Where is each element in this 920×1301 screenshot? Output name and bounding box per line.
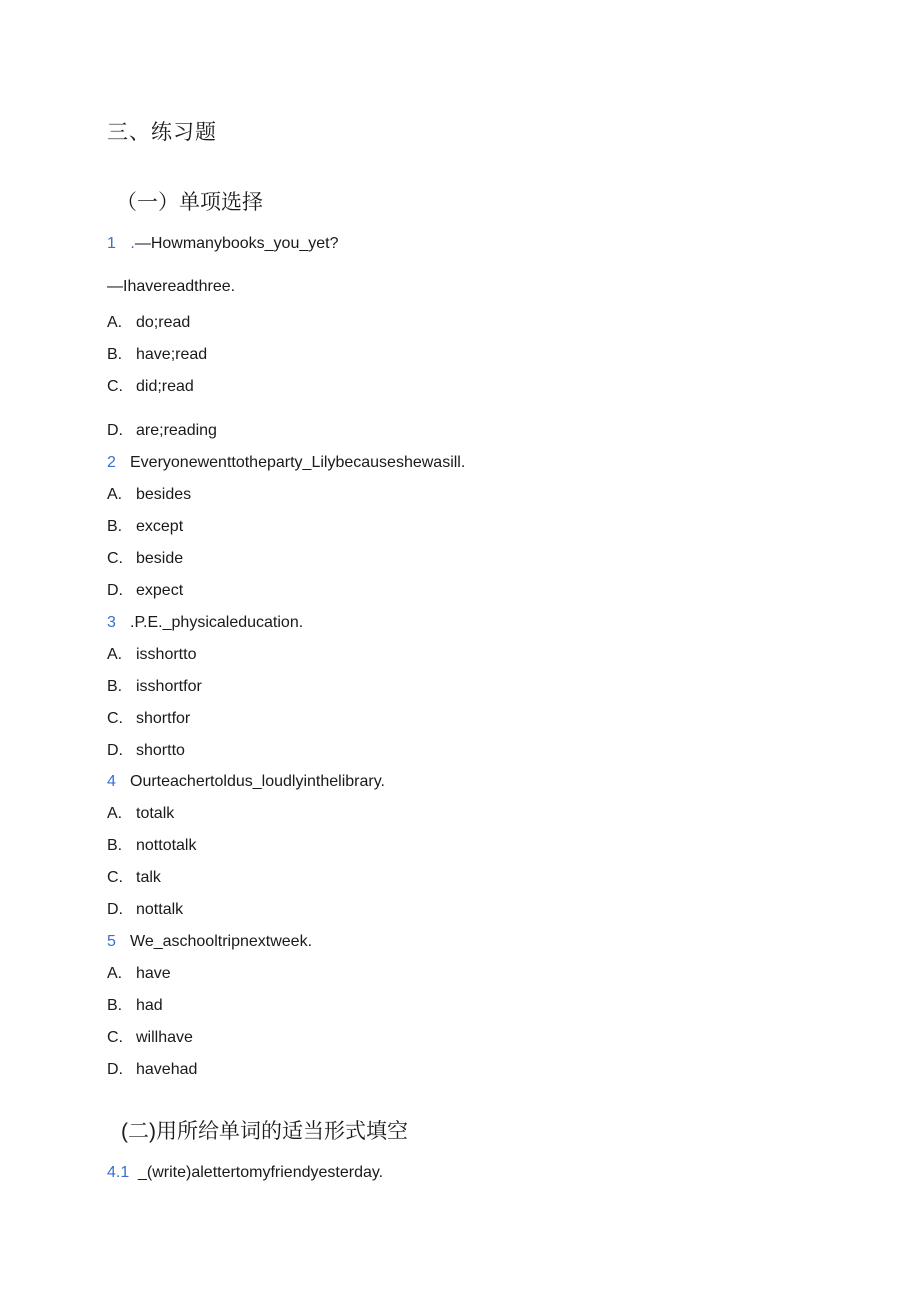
question-4 [107,773,385,791]
question-number: 5 [107,933,116,950]
option-text: are;reading [136,422,217,439]
option-letter: C. [107,1029,123,1046]
option-5a [107,965,171,983]
question-1 [107,235,338,253]
option-1b [107,346,207,364]
option-letter: C. [107,378,123,395]
option-4b [107,837,196,855]
option-2a [107,486,191,504]
option-3d [107,742,185,760]
part1-title: （一）单项选择 [116,191,263,214]
option-text: had [136,997,163,1014]
option-letter: A. [107,314,123,331]
option-letter: B. [107,678,123,695]
option-1d [107,422,217,440]
option-4d [107,901,183,919]
option-letter: C. [107,550,123,567]
option-text: shortto [136,742,185,759]
question-text: We_aschooltripnextweek. [130,933,313,950]
option-1c [107,378,194,396]
option-text: totalk [136,805,175,822]
fill-item-text: _(write)alettertomyfriendyesterday. [138,1164,384,1181]
option-text: have [136,965,171,982]
option-text: havehad [136,1061,198,1078]
question-text: —Howmanybooks_you_yet? [134,235,339,252]
question-number: 3 [107,614,116,631]
question-3 [107,614,303,632]
option-text: willhave [136,1029,193,1046]
option-letter: D. [107,901,123,918]
option-4a [107,805,174,823]
question-5 [107,933,312,951]
option-3c [107,710,190,728]
fill-item-number: 4.1 [107,1164,130,1181]
question-number-dot: . [130,235,135,252]
option-text: isshortto [136,646,197,663]
option-letter: B. [107,518,123,535]
option-letter: D. [107,422,123,439]
option-letter: C. [107,710,123,727]
option-5c [107,1029,193,1047]
option-letter: A. [107,646,123,663]
option-3a [107,646,196,664]
option-letter: D. [107,1061,123,1078]
option-1a [107,314,190,332]
option-letter: D. [107,582,123,599]
section-title: 三、练习题 [107,121,217,144]
option-letter: B. [107,997,123,1014]
option-text: isshortfor [136,678,202,695]
option-text: shortfor [136,710,191,727]
fill-item-1 [107,1164,383,1182]
option-text: have;read [136,346,208,363]
question-number: 1 [107,235,116,252]
question-number: 4 [107,773,116,790]
option-letter: A. [107,965,123,982]
question-text: .P.E._physicaleducation. [130,614,304,631]
option-text: except [136,518,184,535]
option-text: nottotalk [136,837,197,854]
question-1-answer-line: —Ihavereadthree. [107,278,236,295]
question-2 [107,454,465,472]
option-text: beside [136,550,184,567]
option-text: besides [136,486,192,503]
option-text: did;read [136,378,194,395]
option-4c [107,869,161,887]
option-2c [107,550,183,568]
option-text: expect [136,582,184,599]
question-text: Everyonewenttotheparty_Lilybecauseshewasill. [130,454,466,471]
option-text: do;read [136,314,191,331]
option-letter: A. [107,486,123,503]
option-5d [107,1061,197,1079]
option-2d [107,582,183,600]
option-text: nottalk [136,901,184,918]
part2-title: (二)用所给单词的适当形式填空 [121,1120,408,1143]
option-letter: B. [107,837,123,854]
option-letter: A. [107,805,123,822]
option-2b [107,518,183,536]
question-text: Ourteachertoldus_loudlyinthelibrary. [130,773,385,790]
option-text: talk [136,869,161,886]
option-letter: D. [107,742,123,759]
option-3b [107,678,202,696]
option-5b [107,997,163,1015]
question-number: 2 [107,454,116,471]
option-letter: C. [107,869,123,886]
option-letter: B. [107,346,123,363]
